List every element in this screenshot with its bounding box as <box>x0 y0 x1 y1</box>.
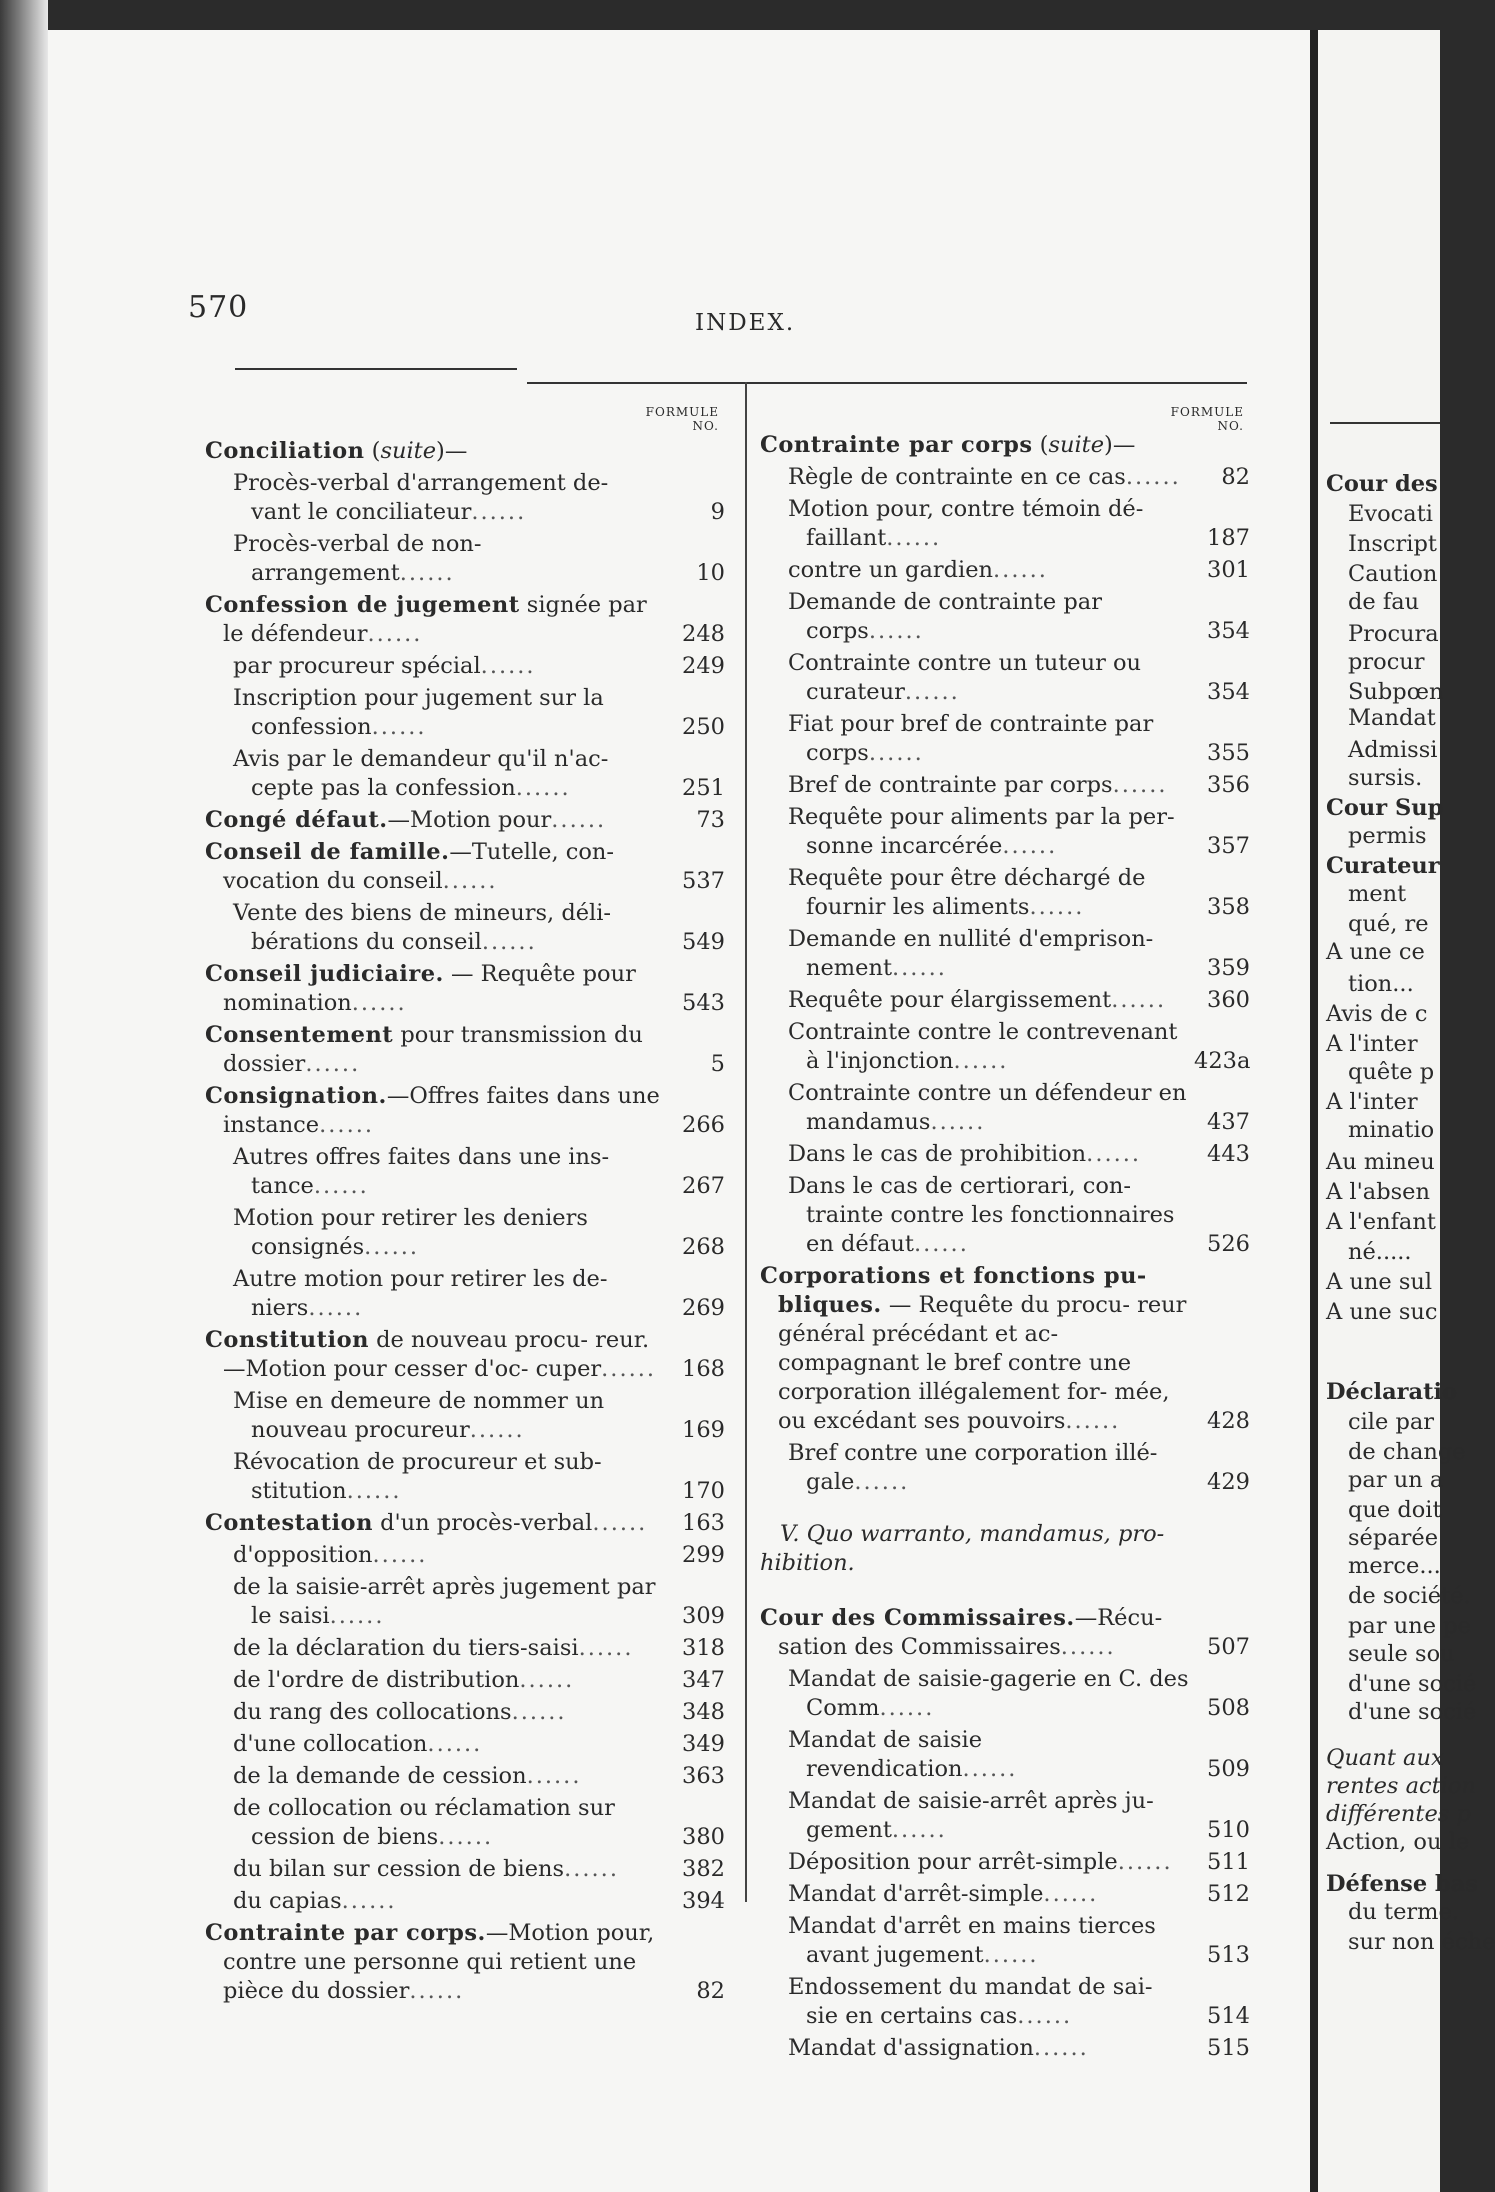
entry-text: Procès-verbal de non-arrangement <box>233 531 482 586</box>
entry-text: de nouveau procu- reur.—Motion pour cesser d'oc- cuper <box>223 1327 650 1382</box>
index-heading-entry: Conseil judiciaire. — Requête pour nomination...... 543 <box>205 961 725 1016</box>
facing-page-line: par une pe <box>1348 1613 1471 1639</box>
facing-page-line: minatio <box>1348 1117 1435 1143</box>
entry-text: Vente des biens de mineurs, déli- bérations du conseil <box>233 900 612 955</box>
entry-text: Dans le cas de certiorari, con- trainte contre les fonctionnaires en défaut <box>788 1173 1175 1257</box>
index-sub-entry: Demande en nullité d'emprison- nement...... 359 <box>788 926 1250 981</box>
facing-page-line: procur <box>1348 649 1425 675</box>
facing-page-line: Subpœn <box>1348 679 1444 705</box>
index-sub-entry: de collocation ou réclamation sur cession de biens...... 380 <box>233 1795 725 1850</box>
facing-header-rule <box>1330 422 1440 424</box>
facing-page-line: permis <box>1348 823 1427 849</box>
index-sub-entry: de la déclaration du tiers-saisi...... 318 <box>233 1635 725 1661</box>
facing-page-line: seule sou <box>1348 1641 1455 1667</box>
index-heading-entry: Contrainte par corps.—Motion pour, contre une personne qui retient une pièce du dossier...... 82 <box>205 1920 725 2004</box>
facing-page-line: A une suc <box>1326 1299 1438 1325</box>
entry-text: Mandat de saisie-gagerie en C. des Comm <box>788 1666 1189 1721</box>
entry-text: Dans le cas de prohibition <box>788 1141 1087 1167</box>
entry-text: Mandat d'arrêt en mains tierces avant jugement <box>788 1913 1156 1968</box>
index-sub-entry: Bref contre une corporation illé- gale...... 429 <box>788 1440 1250 1495</box>
formula-number: 380 <box>682 1824 725 1850</box>
entry-heading: Contestation <box>205 1510 373 1536</box>
formula-number: 543 <box>682 990 725 1016</box>
index-sub-entry: Dans le cas de certiorari, con- trainte contre les fonctionnaires en défaut...... 526 <box>788 1173 1250 1257</box>
formula-number: 423a <box>1194 1048 1251 1074</box>
formula-number: 163 <box>682 1510 725 1536</box>
index-sub-entry: Procès-verbal de non-arrangement...... 10 <box>233 531 725 586</box>
entry-text: de collocation ou réclamation sur cession de biens <box>233 1795 615 1850</box>
entry-text: d'opposition <box>233 1542 373 1568</box>
entry-text: (suite)— <box>364 438 468 464</box>
entry-text: Procès-verbal d'arrangement de- vant le conciliateur <box>233 470 609 525</box>
index-heading-entry: Consentement pour transmission du dossier...... 5 <box>205 1022 725 1077</box>
entry-heading: Conseil de famille. <box>205 839 450 865</box>
page-number: 570 <box>188 290 249 325</box>
entry-text: Bref contre une corporation illé- gale <box>788 1440 1158 1495</box>
entry-text: du capias <box>233 1888 342 1914</box>
facing-page-line: du terme. <box>1348 1899 1459 1925</box>
formula-number: 299 <box>682 1542 725 1568</box>
column-divider <box>745 382 747 1902</box>
facing-page-line: de change <box>1348 1439 1466 1465</box>
facing-page-line: de société. <box>1348 1583 1471 1609</box>
index-sub-entry: Requête pour être déchargé de fournir les aliments...... 358 <box>788 865 1250 920</box>
facing-page-line: de fau <box>1348 589 1420 615</box>
index-sub-entry: Autre motion pour retirer les de- niers...... 269 <box>233 1266 725 1321</box>
formula-number: 428 <box>1207 1408 1250 1434</box>
formula-number: 363 <box>682 1763 725 1789</box>
formula-number: 508 <box>1207 1695 1250 1721</box>
index-sub-entry: Mandat de saisie revendication...... 509 <box>788 1727 1250 1782</box>
index-sub-entry: de la demande de cession...... 363 <box>233 1763 725 1789</box>
index-column-right <box>760 405 1250 2066</box>
formula-number: 267 <box>682 1173 725 1199</box>
entry-heading: Cour des Commissaires. <box>760 1605 1075 1631</box>
entry-heading: Consignation. <box>205 1083 387 1109</box>
entry-text: Règle de contrainte en ce cas <box>788 464 1126 490</box>
index-heading-entry: Corporations et fonctions pu- bliques. — Requête du procu- reur général précédant et ac- compagnant le bref contre une corporation illégalement for- mée, ou excédant ses pouvoirs...... 428 <box>760 1263 1250 1434</box>
facing-page-line: Curateur <box>1326 853 1440 879</box>
index-sub-entry: Endossement du mandat de sai- sie en certains cas...... 514 <box>788 1974 1250 2029</box>
facing-page-fragment <box>1318 30 1495 2192</box>
formula-number: 354 <box>1207 679 1250 705</box>
formula-number: 250 <box>682 714 725 740</box>
entry-text: Requête pour élargissement <box>788 987 1112 1013</box>
index-heading-entry: Constitution de nouveau procu- reur.—Motion pour cesser d'oc- cuper...... 168 <box>205 1327 725 1382</box>
entry-text: Motion pour retirer les deniers consignés <box>233 1205 588 1260</box>
facing-page-line: A l'enfant <box>1326 1209 1436 1235</box>
formula-number: 309 <box>682 1603 725 1629</box>
entry-text: par procureur spécial <box>233 653 481 679</box>
entry-text: Contrainte contre un tuteur ou curateur <box>788 650 1142 705</box>
facing-page-line: Défense bas <box>1326 1871 1478 1897</box>
facing-page-line: Cour des <box>1326 471 1438 497</box>
formula-number: 10 <box>696 560 725 586</box>
index-sub-entry: Révocation de procureur et sub- stitution...... 170 <box>233 1449 725 1504</box>
index-heading-entry: Confession de jugement signée par le défendeur...... 248 <box>205 592 725 647</box>
entry-text: de la demande de cession <box>233 1763 527 1789</box>
facing-page-line: Caution <box>1348 561 1438 587</box>
index-heading-entry: Congé défaut.—Motion pour...... 73 <box>205 807 725 833</box>
index-sub-entry: Contrainte contre un défendeur en mandamus...... 437 <box>788 1080 1250 1135</box>
entry-text: de la saisie-arrêt après jugement par le saisi <box>233 1574 656 1629</box>
entry-text: Révocation de procureur et sub- stitution <box>233 1449 602 1504</box>
entry-heading: Conseil judiciaire. <box>205 961 444 987</box>
entry-text: Contrainte contre un défendeur en mandamus <box>788 1080 1187 1135</box>
entry-text: Demande en nullité d'emprison- nement <box>788 926 1154 981</box>
entry-text: signée par le défendeur <box>223 592 647 647</box>
index-heading-entry: Conseil de famille.—Tutelle, con- vocation du conseil...... 537 <box>205 839 725 894</box>
index-heading-entry: Contestation d'un procès-verbal...... 163 <box>205 1510 725 1536</box>
facing-page-line: A une ce <box>1326 939 1425 965</box>
book-binding <box>0 0 48 2192</box>
formula-number: 268 <box>682 1234 725 1260</box>
index-sub-entry: Mandat de saisie-arrêt après ju- gement...... 510 <box>788 1788 1250 1843</box>
formula-number: 187 <box>1207 525 1250 551</box>
facing-page-line: A l'inter <box>1326 1089 1418 1115</box>
formula-number: 347 <box>682 1667 725 1693</box>
index-sub-entry: Procès-verbal d'arrangement de- vant le conciliateur...... 9 <box>233 470 725 525</box>
index-sub-entry: Règle de contrainte en ce cas...... 82 <box>788 464 1250 490</box>
facing-page-line: A l'inter <box>1326 1031 1418 1057</box>
facing-page-line: merce... <box>1348 1553 1441 1579</box>
index-sub-entry: du capias...... 394 <box>233 1888 725 1914</box>
facing-page-line: Mandat <box>1348 705 1436 731</box>
entry-text: Endossement du mandat de sai- sie en certains cas <box>788 1974 1153 2029</box>
entry-text: Fiat pour bref de contrainte par corps <box>788 711 1154 766</box>
facing-page-line: tion... <box>1348 971 1414 997</box>
facing-page-line: A une sul <box>1326 1269 1433 1295</box>
entry-text: Mise en demeure de nommer un nouveau procureur <box>233 1388 605 1443</box>
entry-text: de l'ordre de distribution <box>233 1667 520 1693</box>
cross-reference-note: V. Quo warranto, mandamus, pro- hibition. <box>760 1521 1165 1576</box>
entry-heading: Contrainte par corps. <box>205 1920 486 1946</box>
facing-page-line: séparée <box>1348 1525 1439 1551</box>
entry-heading: Conciliation <box>205 438 365 464</box>
index-heading-entry <box>760 431 1250 460</box>
formula-number: 437 <box>1207 1109 1250 1135</box>
index-sub-entry: Requête pour aliments par la per- sonne incarcérée...... 357 <box>788 804 1250 859</box>
formula-number: 73 <box>696 807 725 833</box>
entry-text: (suite)— <box>1032 432 1136 458</box>
formula-number: 360 <box>1207 987 1250 1013</box>
index-sub-entry: Dans le cas de prohibition...... 443 <box>788 1141 1250 1167</box>
index-sub-entry: Mandat d'assignation...... 515 <box>788 2035 1250 2061</box>
entry-text: de la déclaration du tiers-saisi <box>233 1635 579 1661</box>
facing-page-line: différentes p <box>1326 1801 1471 1827</box>
entry-text: —Motion pour <box>387 807 552 833</box>
facing-page-line: né..... <box>1348 1239 1412 1265</box>
formula-number: 357 <box>1207 833 1250 859</box>
formula-number: 358 <box>1207 894 1250 920</box>
entry-text: Motion pour, contre témoin dé- faillant <box>788 496 1144 551</box>
entry-heading: Congé défaut. <box>205 807 388 833</box>
formula-number: 348 <box>682 1699 725 1725</box>
index-heading-entry: Cour des Commissaires.—Récu- sation des Commissaires...... 507 <box>760 1605 1250 1660</box>
facing-page-line: Avis de c <box>1326 1001 1428 1027</box>
facing-page-line: A l'absen <box>1326 1179 1430 1205</box>
formula-number: 9 <box>710 499 725 525</box>
entry-text: Mandat de saisie-arrêt après ju- gement <box>788 1788 1154 1843</box>
formula-number: 537 <box>682 868 725 894</box>
facing-page-line: sur non éche <box>1348 1929 1495 1955</box>
facing-page-line: Déclaratio <box>1326 1379 1458 1405</box>
facing-page-line: Evocati <box>1348 501 1433 527</box>
entry-text: —Tutelle, con- vocation du conseil <box>223 839 615 894</box>
formula-number: 168 <box>682 1356 725 1382</box>
formula-number: 5 <box>710 1051 725 1077</box>
index-sub-entry: Inscription pour jugement sur la confession...... 250 <box>233 685 725 740</box>
formula-number: 513 <box>1207 1942 1250 1968</box>
facing-page-line: ment <box>1348 881 1407 907</box>
entry-heading: Confession de jugement <box>205 592 520 618</box>
formula-number: 82 <box>696 1978 725 2004</box>
entry-text: contre un gardien <box>788 557 994 583</box>
entry-text: Autres offres faites dans une ins- tance <box>233 1144 610 1199</box>
index-sub-entry: de la saisie-arrêt après jugement par le saisi...... 309 <box>233 1574 725 1629</box>
entry-text: Mandat de saisie revendication <box>788 1727 983 1782</box>
facing-page-line: Quant aux <box>1326 1745 1444 1771</box>
index-sub-entry: Vente des biens de mineurs, déli- bérations du conseil...... 549 <box>233 900 725 955</box>
formula-number: 512 <box>1207 1881 1250 1907</box>
index-sub-entry: d'opposition...... 299 <box>233 1542 725 1568</box>
formula-number: 382 <box>682 1856 725 1882</box>
entry-text: Mandat d'assignation <box>788 2035 1034 2061</box>
formula-number: 507 <box>1207 1634 1250 1660</box>
facing-page-line: qué, re <box>1348 911 1429 937</box>
index-sub-entry: Demande de contrainte par corps...... 354 <box>788 589 1250 644</box>
index-column-left <box>205 405 725 2009</box>
formula-number: 511 <box>1207 1849 1250 1875</box>
column-header: FORMULE NO. <box>1170 405 1244 433</box>
entry-heading: Contrainte par corps <box>760 432 1033 458</box>
formula-number: 169 <box>682 1417 725 1443</box>
formula-number: 251 <box>682 775 725 801</box>
entry-text: du bilan sur cession de biens <box>233 1856 565 1882</box>
index-sub-entry: Contrainte contre un tuteur ou curateur...... 354 <box>788 650 1250 705</box>
entry-text: Contrainte contre le contrevenant à l'injonction <box>788 1019 1178 1074</box>
facing-page-line: que doit <box>1348 1497 1442 1523</box>
index-sub-entry: Fiat pour bref de contrainte par corps...... 355 <box>788 711 1250 766</box>
header-rule-left <box>235 368 517 370</box>
entry-text: du rang des collocations <box>233 1699 512 1725</box>
index-sub-entry: Déposition pour arrêt-simple...... 511 <box>788 1849 1250 1875</box>
running-head: INDEX. <box>695 310 796 336</box>
entry-text: —Récu- sation des Commissaires <box>778 1605 1163 1660</box>
entry-text: Déposition pour arrêt-simple <box>788 1849 1118 1875</box>
formula-number: 248 <box>682 621 725 647</box>
formula-number: 514 <box>1207 2003 1250 2029</box>
entry-heading: Consentement <box>205 1022 394 1048</box>
formula-number: 318 <box>682 1635 725 1661</box>
facing-page-line: Cour Sup <box>1326 795 1444 821</box>
index-sub-entry: Mandat de saisie-gagerie en C. des Comm...... 508 <box>788 1666 1250 1721</box>
facing-page-line: sursis. <box>1348 765 1423 791</box>
facing-page-line: Inscript <box>1348 531 1437 557</box>
entry-heading: Corporations et fonctions pu- bliques. <box>760 1263 1147 1318</box>
entry-text: Demande de contrainte par corps <box>788 589 1102 644</box>
column-header: FORMULE NO. <box>645 405 719 433</box>
formula-number: 355 <box>1207 740 1250 766</box>
facing-page-line: Admissi <box>1348 737 1438 763</box>
facing-page-line: Au mineu <box>1326 1149 1435 1175</box>
entry-text: Avis par le demandeur qu'il n'ac- cepte pas la confession <box>233 746 609 801</box>
entry-text: — Requête du procu- reur général précédant et ac- compagnant le bref contre une corporation illégalement for- mée, ou excédant ses pouvoirs <box>778 1292 1187 1434</box>
entry-text: pour transmission du dossier <box>223 1022 643 1077</box>
index-sub-entry: Mise en demeure de nommer un nouveau procureur...... 169 <box>233 1388 725 1443</box>
index-sub-entry: Motion pour, contre témoin dé- faillant...... 187 <box>788 496 1250 551</box>
formula-number: 354 <box>1207 618 1250 644</box>
entry-text: Requête pour aliments par la per- sonne incarcérée <box>788 804 1175 859</box>
index-sub-entry: Mandat d'arrêt-simple...... 512 <box>788 1881 1250 1907</box>
formula-number: 549 <box>682 929 725 955</box>
page-gutter <box>1310 30 1318 2192</box>
index-sub-entry: Bref de contrainte par corps...... 356 <box>788 772 1250 798</box>
formula-number: 510 <box>1207 1817 1250 1843</box>
facing-page-line: d'une socié <box>1348 1699 1477 1725</box>
formula-number: 349 <box>682 1731 725 1757</box>
formula-number: 356 <box>1207 772 1250 798</box>
entry-text: Mandat d'arrêt-simple <box>788 1881 1044 1907</box>
formula-number: 301 <box>1207 557 1250 583</box>
index-sub-entry: Contrainte contre le contrevenant à l'injonction...... 423a <box>788 1019 1251 1074</box>
formula-number: 443 <box>1207 1141 1250 1167</box>
index-sub-entry: Autres offres faites dans une ins- tance...... 267 <box>233 1144 725 1199</box>
entry-text: — Requête pour nomination <box>223 961 636 1016</box>
index-heading-entry <box>205 437 725 466</box>
formula-number: 429 <box>1207 1469 1250 1495</box>
entry-text: d'un procès-verbal <box>372 1510 593 1536</box>
index-sub-entry: du rang des collocations...... 348 <box>233 1699 725 1725</box>
header-rule-right <box>527 382 1247 384</box>
index-sub-entry: contre un gardien...... 301 <box>788 557 1250 583</box>
index-sub-entry: Mandat d'arrêt en mains tierces avant jugement...... 513 <box>788 1913 1250 1968</box>
entry-text: —Motion pour, contre une personne qui retient une pièce du dossier <box>223 1920 655 2004</box>
formula-number: 509 <box>1207 1756 1250 1782</box>
entry-text: Bref de contrainte par corps <box>788 772 1113 798</box>
index-sub-entry: par procureur spécial...... 249 <box>233 653 725 679</box>
entry-text: Requête pour être déchargé de fournir les aliments <box>788 865 1146 920</box>
facing-page-line: Procura <box>1348 621 1439 647</box>
entry-text: Inscription pour jugement sur la confession <box>233 685 604 740</box>
facing-page-line: quête p <box>1348 1059 1435 1085</box>
index-sub-entry: Requête pour élargissement...... 360 <box>788 987 1250 1013</box>
formula-number: 170 <box>682 1478 725 1504</box>
formula-number: 526 <box>1207 1231 1250 1257</box>
facing-page-line: cile par <box>1348 1409 1435 1435</box>
index-sub-entry: de l'ordre de distribution...... 347 <box>233 1667 725 1693</box>
formula-number: 394 <box>682 1888 725 1914</box>
facing-page-line: rentes action <box>1326 1773 1476 1799</box>
formula-number: 515 <box>1207 2035 1250 2061</box>
formula-number: 82 <box>1221 464 1250 490</box>
entry-heading: Constitution <box>205 1327 369 1353</box>
index-sub-entry: du bilan sur cession de biens...... 382 <box>233 1856 725 1882</box>
entry-text: d'une collocation <box>233 1731 428 1757</box>
formula-number: 269 <box>682 1295 725 1321</box>
facing-page-line: par un a <box>1348 1467 1444 1493</box>
entry-text: —Offres faites dans une instance <box>223 1083 660 1138</box>
formula-number: 266 <box>682 1112 725 1138</box>
index-heading-entry: Consignation.—Offres faites dans une instance...... 266 <box>205 1083 725 1138</box>
facing-page-line: d'une socié <box>1348 1671 1477 1697</box>
formula-number: 249 <box>682 653 725 679</box>
index-sub-entry: Motion pour retirer les deniers consignés...... 268 <box>233 1205 725 1260</box>
index-sub-entry: Avis par le demandeur qu'il n'ac- cepte pas la confession...... 251 <box>233 746 725 801</box>
index-sub-entry: d'une collocation...... 349 <box>233 1731 725 1757</box>
facing-page-line: Action, ou le <box>1326 1829 1470 1855</box>
formula-number: 359 <box>1207 955 1250 981</box>
entry-text: Autre motion pour retirer les de- niers <box>233 1266 608 1321</box>
